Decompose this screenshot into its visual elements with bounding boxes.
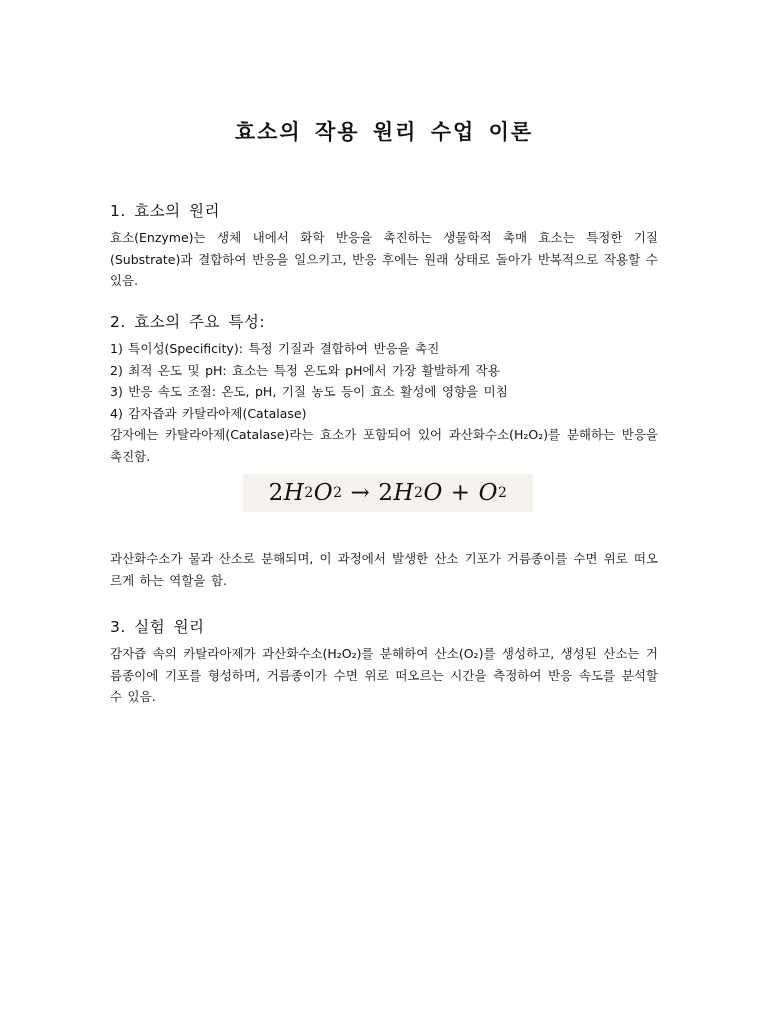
section-heading: 1. 효소의 원리 xyxy=(110,202,221,220)
equation-coefficient: 2 xyxy=(268,480,284,506)
reaction-arrow-icon: → xyxy=(350,480,371,506)
equation-symbol: H xyxy=(393,480,415,506)
chemical-equation: 2 H 2 O 2 → 2 H 2 O + O 2 xyxy=(243,474,533,512)
page-title: 효소의 작용 원리 수업 이론 xyxy=(234,120,534,144)
section-heading: 3. 실험 원리 xyxy=(110,618,205,636)
equation-symbol: O xyxy=(313,480,334,506)
section-paragraph: 감자에는 카탈라아제(Catalase)라는 효소가 포함되어 있어 과산화수소(H₂O₂)를 분해하는 반응을 촉진함. xyxy=(110,427,658,464)
section-experiment-principle xyxy=(110,616,658,708)
equation-symbol: O xyxy=(423,480,443,506)
section-heading: 2. 효소의 주요 특성: xyxy=(110,313,266,331)
list-item: 3) 반응 속도 조절: 온도, pH, 기질 농도 등이 효소 활성에 영향을 미침 xyxy=(110,384,508,399)
list-item: 1) 특이성(Specificity): 특정 기질과 결합하여 반응을 촉진 xyxy=(110,341,440,356)
section-enzyme-characteristics xyxy=(110,311,658,467)
equation-plus: + xyxy=(450,480,471,506)
section-paragraph: 과산화수소가 물과 산소로 분해되며, 이 과정에서 발생한 산소 기포가 거름종이를 수면 위로 떠오르게 하는 역할을 함. xyxy=(110,551,658,588)
section-decomposition-note xyxy=(110,548,658,591)
section-paragraph: 감자즙 속의 카탈라아제가 과산화수소(H₂O₂)를 분해하여 산소(O₂)를 생성하고, 생성된 산소는 거름종이에 기포를 형성하며, 거름종이가 수면 위로 떠오르는 시간을 측정하여 반응 속도를 분석할 수 있음. xyxy=(110,646,658,704)
equation-symbol: H xyxy=(283,480,305,506)
section-paragraph: 효소(Enzyme)는 생체 내에서 화학 반응을 촉진하는 생물학적 촉매 효소는 특정한 기질(Substrate)과 결합하여 반응을 일으키고, 반응 후에는 원래 상태로 돌아가 반복적으로 작용할 수 있음. xyxy=(110,230,658,288)
equation-symbol: O xyxy=(478,480,498,506)
equation-coefficient: 2 xyxy=(378,480,394,506)
list-item: 2) 최적 온도 및 pH: 효소는 특정 온도와 pH에서 가장 활발하게 작용 xyxy=(110,362,500,378)
section-enzyme-principle xyxy=(110,200,658,292)
list-item: 4) 감자즙과 카탈라아제(Catalase) xyxy=(110,405,307,421)
